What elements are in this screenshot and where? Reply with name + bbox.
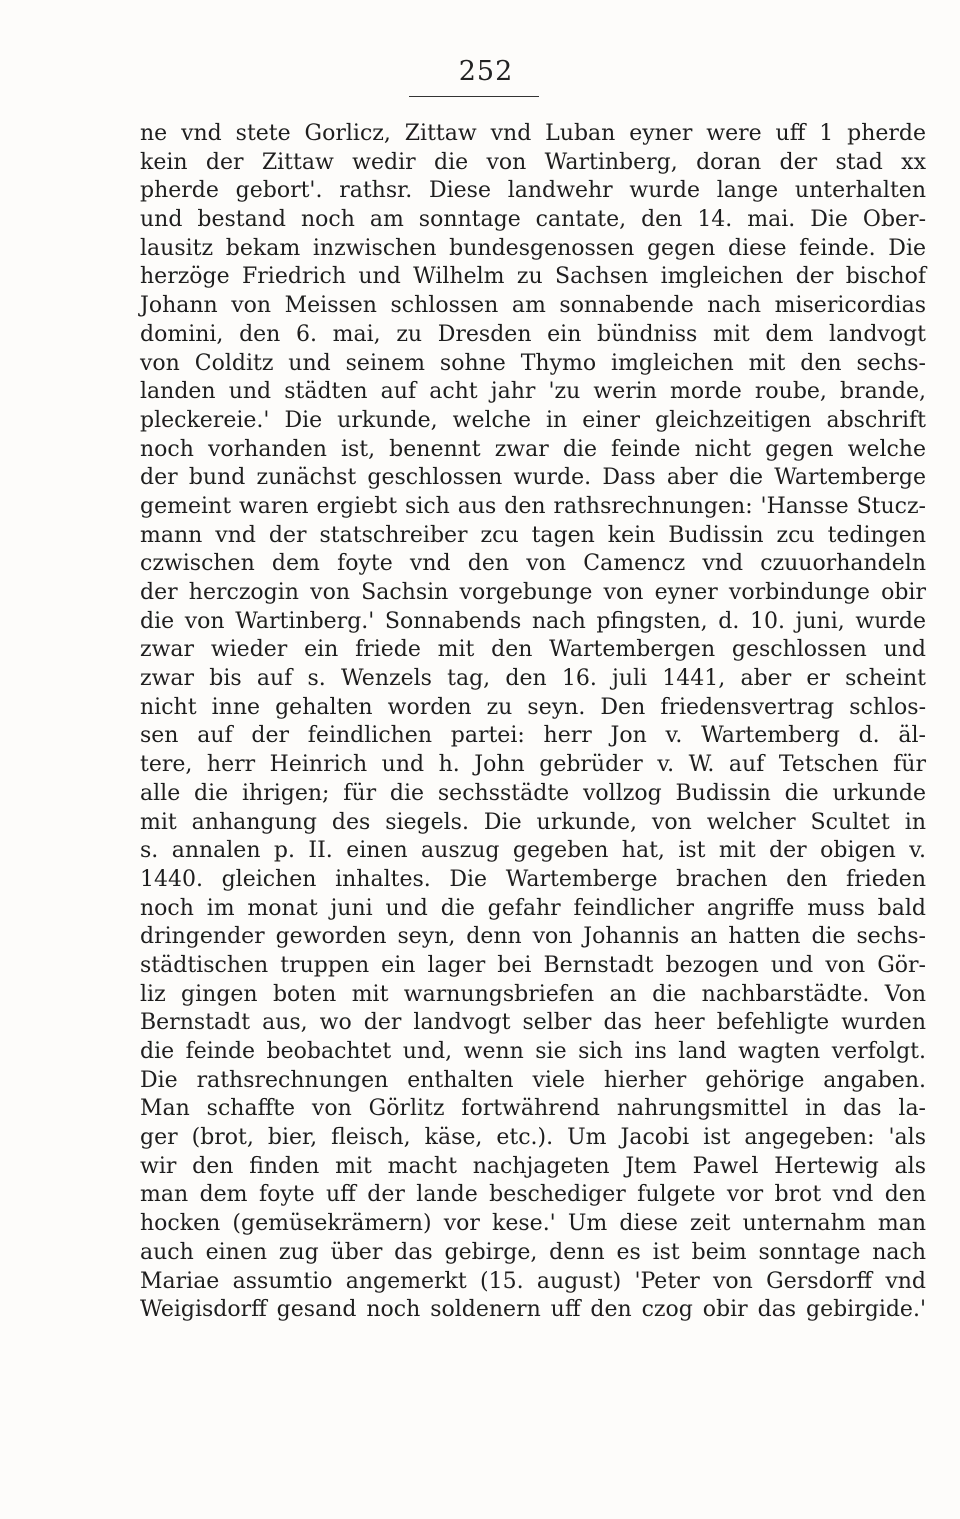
text-line: Die rathsrechnungen enthalten viele hierher gehörige angaben.: [140, 1067, 926, 1093]
text-line: Mariae assumtio angemerkt (15. august) 'Peter von Gersdorff vnd: [140, 1268, 926, 1294]
text-line: nicht inne gehalten worden zu seyn. Den friedensvertrag schlos-: [140, 694, 926, 720]
text-line: man dem foyte uff der lande beschediger fulgete vor brot vnd den: [140, 1182, 926, 1208]
text-line: sen auf der feindlichen partei: herr Jon v. Wartemberg d. äl-: [140, 723, 926, 749]
text-line: Man schaffte von Görlitz fortwährend nahrungsmittel in das la-: [140, 1096, 926, 1122]
text-line: Bernstadt aus, wo der landvogt selber das heer befehligte wurden: [140, 1010, 926, 1036]
text-line: landen und städten auf acht jahr 'zu werin morde roube, brande,: [140, 379, 926, 405]
text-line: ger (brot, bier, fleisch, käse, etc.). Um Jacobi ist angegeben: 'als: [140, 1125, 926, 1151]
text-line: der herczogin von Sachsin vorgebunge von eyner vorbindunge obir: [140, 580, 926, 605]
text-line: alle die ihrigen; für die sechsstädte vollzog Budissin die urkunde: [140, 780, 926, 806]
page-number: 252: [458, 56, 514, 87]
text-line: s. annalen p. II. einen auszug gegeben hat, ist mit der obigen v.: [140, 838, 926, 864]
text-line: liz gingen boten mit warnungsbriefen an die nachbarstädte. Von: [140, 981, 926, 1007]
text-line: herzöge Friedrich und Wilhelm zu Sachsen imgleichen der bischof: [140, 264, 926, 290]
text-line: und bestand noch am sonntage cantate, den 14. mai. Die Ober-: [140, 207, 926, 233]
text-line: dringender geworden seyn, denn von Johannis an hatten die sechs-: [140, 924, 926, 950]
text-line: die von Wartinberg.' Sonnabends nach pfingsten, d. 10. juni, wurde: [140, 608, 926, 634]
text-line: ne vnd stete Gorlicz, Zittaw vnd Luban eyner were uff 1 pherde: [140, 121, 926, 146]
text-line: tere, herr Heinrich und h. John gebrüder v. W. auf Tetschen für: [140, 752, 926, 778]
text-line: Johann von Meissen schlossen am sonnabende nach misericordias: [140, 293, 926, 319]
text-line: Weigisdorff gesand noch soldenern uff den czog obir das gebirgide.': [140, 1297, 926, 1323]
text-line: städtischen truppen ein lager bei Bernstadt bezogen und von Gör-: [140, 952, 926, 978]
text-line: pleckereie.' Die urkunde, welche in einer gleichzeitigen abschrift: [140, 407, 926, 433]
text-line: wir den finden mit macht nachjageten Jtem Pawel Hertewig als: [140, 1153, 926, 1179]
text-line: auch einen zug über das gebirge, denn es ist beim sonntage nach: [140, 1239, 926, 1265]
text-line: czwischen dem foyte vnd den von Camencz vnd czuuorhandeln: [140, 551, 926, 577]
text-line: mann vnd der statschreiber zcu tagen kein Budissin zcu tedingen: [140, 522, 926, 548]
text-line: noch im monat juni und die gefahr feindlicher angriffe muss bald: [140, 895, 926, 921]
text-line: pherde gebort'. rathsr. Diese landwehr wurde lange unterhalten: [140, 178, 926, 204]
text-line: hocken (gemüsekrämern) vor kese.' Um diese zeit unternahm man: [140, 1211, 926, 1237]
text-line: lausitz bekam inzwischen bundesgenossen gegen diese feinde. Die: [140, 235, 926, 261]
text-line: zwar bis auf s. Wenzels tag, den 16. juli 1441, aber er scheint: [140, 666, 926, 692]
text-line: noch vorhanden ist, benennt zwar die feinde nicht gegen welche: [140, 436, 926, 462]
text-line: gemeint waren ergiebt sich aus den rathsrechnungen: 'Hansse Stucz-: [140, 493, 926, 519]
text-line: zwar wieder ein friede mit den Wartembergen geschlossen und: [140, 637, 926, 663]
text-line: der bund zunächst geschlossen wurde. Dass aber die Wartemberge: [140, 465, 926, 491]
header-rule: [409, 96, 539, 97]
text-line: kein der Zittaw wedir die von Wartinberg, doran der stad xx: [140, 149, 926, 175]
text-line: von Colditz und seinem sohne Thymo imgleichen mit den sechs-: [140, 350, 926, 376]
body-text: [140, 120, 926, 1325]
text-line: 1440. gleichen inhaltes. Die Wartemberge brachen den frieden: [140, 866, 926, 892]
text-line: mit anhangung des siegels. Die urkunde, von welcher Scultet in: [140, 809, 926, 835]
text-line: domini, den 6. mai, zu Dresden ein bündniss mit dem landvogt: [140, 321, 926, 347]
text-line: die feinde beobachtet und, wenn sie sich ins land wagten verfolgt.: [140, 1039, 926, 1064]
